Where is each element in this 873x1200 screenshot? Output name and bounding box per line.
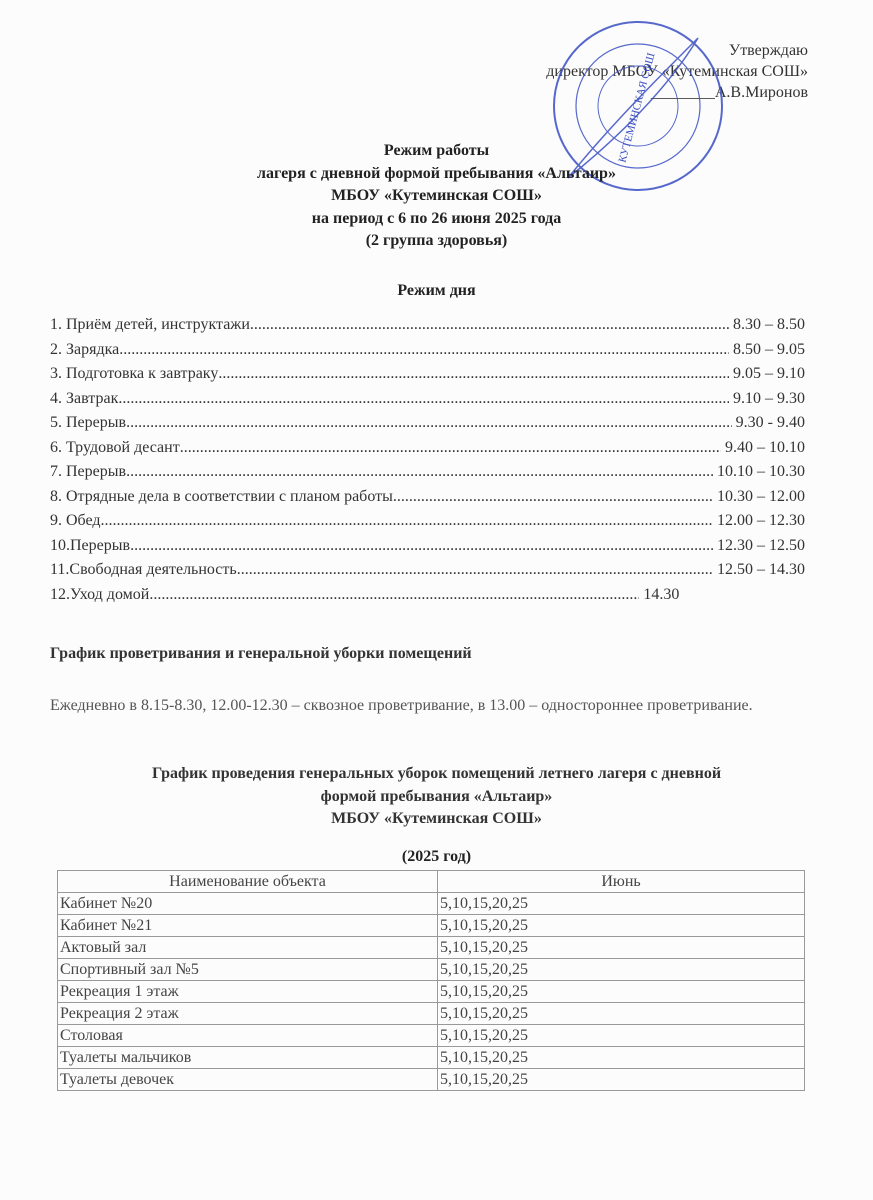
dot-leader: [118, 387, 729, 412]
object-name-cell: Кабинет №20: [58, 893, 438, 915]
cleaning-year: (2025 год): [401, 848, 472, 865]
dot-leader: [149, 583, 639, 608]
table-row: [58, 937, 805, 959]
dates-cell: 5,10,15,20,25: [438, 937, 805, 959]
object-name-cell: Туалеты девочек: [58, 1069, 438, 1091]
schedule-time: 12.50 – 14.30: [717, 561, 805, 578]
dot-leader: [218, 362, 729, 387]
schedule-time: 8.50 – 9.05: [733, 340, 805, 358]
schedule-label: 7. Перерыв: [50, 463, 127, 480]
schedule-time: 10.10 – 10.30: [717, 463, 805, 480]
document-title: [0, 140, 873, 253]
schedule-label: 12.Уход домой: [50, 585, 150, 603]
dot-leader: [126, 460, 713, 485]
schedule-time: 9.05 – 9.10: [733, 365, 805, 382]
approval-line: Утверждаю: [728, 42, 808, 59]
object-name-cell: Туалеты мальчиков: [58, 1047, 438, 1069]
schedule-time: 9.30 - 9.40: [735, 414, 805, 431]
dates-cell: 5,10,15,20,25: [438, 1047, 805, 1069]
dates-cell: 5,10,15,20,25: [438, 1003, 805, 1025]
dates-cell: 5,10,15,20,25: [438, 915, 805, 937]
schedule-time: 9.40 – 10.10: [725, 438, 805, 456]
schedule-item: [50, 509, 805, 534]
schedule-item: [50, 411, 805, 436]
title-line: (2 группа здоровья): [365, 232, 508, 249]
table-row: [58, 959, 805, 981]
schedule-time: 14.30: [643, 585, 680, 603]
schedule-item: [50, 485, 805, 510]
table-row: [58, 1069, 805, 1091]
object-name-cell: Спортивный зал №5: [58, 959, 438, 981]
schedule-time: 8.30 – 8.50: [733, 316, 805, 333]
dates-cell: 5,10,15,20,25: [438, 959, 805, 981]
table-row: [58, 1025, 805, 1047]
schedule-item: [50, 534, 805, 559]
dot-leader: [126, 411, 732, 436]
dot-leader: [393, 485, 713, 510]
cleaning-heading-line: График проведения генеральных уборок помещений летнего лагеря с дневной: [151, 765, 722, 782]
approval-line: ________А.В.Миронов: [650, 84, 808, 101]
schedule-time: 12.30 – 12.50: [717, 536, 805, 554]
dot-leader: [119, 338, 729, 363]
object-name-cell: Рекреация 2 этаж: [58, 1003, 438, 1025]
dates-cell: 5,10,15,20,25: [438, 893, 805, 915]
object-name-cell: Кабинет №21: [58, 915, 438, 937]
approval-line: директор МБОУ «Кутеминская СОШ»: [546, 63, 808, 80]
object-name-cell: Столовая: [58, 1025, 438, 1047]
dot-leader: [130, 534, 713, 559]
schedule-item: [50, 460, 805, 485]
table-row: [58, 1003, 805, 1025]
dot-leader: [101, 509, 713, 534]
schedule-label: 9. Обед: [50, 512, 101, 529]
column-header: Июнь: [438, 871, 805, 893]
table-row: [58, 915, 805, 937]
schedule-time: 9.10 – 9.30: [733, 389, 805, 407]
dot-leader: [250, 313, 729, 338]
schedule-label: 1. Приём детей, инструктажи: [50, 316, 250, 333]
schedule-item: [50, 362, 805, 387]
table-row: [58, 893, 805, 915]
table-row: [58, 1047, 805, 1069]
dot-leader: [180, 436, 721, 461]
cleaning-table: [57, 870, 805, 1091]
column-header: Наименование объекта: [58, 871, 438, 893]
schedule-item: [50, 436, 805, 461]
dot-leader: [237, 558, 713, 583]
schedule-label: 10.Перерыв: [50, 536, 131, 554]
object-name-cell: Актовый зал: [58, 937, 438, 959]
day-schedule-heading: Режим дня: [397, 282, 476, 299]
table-header-row: [58, 871, 805, 893]
schedule-label: 5. Перерыв: [50, 414, 127, 431]
object-name-cell: Рекреация 1 этаж: [58, 981, 438, 1003]
table-row: [58, 981, 805, 1003]
day-schedule-list: [50, 313, 805, 607]
title-line: лагеря с дневной формой пребывания «Альтаир»: [257, 164, 616, 182]
schedule-label: 6. Трудовой десант: [50, 438, 180, 456]
ventilation-heading: График проветривания и генеральной уборки помещений: [50, 645, 472, 662]
schedule-item: [50, 313, 805, 338]
dates-cell: 5,10,15,20,25: [438, 1025, 805, 1047]
schedule-item: [50, 558, 805, 583]
cleaning-heading-line: формой пребывания «Альтаир»: [320, 787, 553, 805]
ventilation-text: Ежедневно в 8.15-8.30, 12.00-12.30 – сквозное проветривание, в 13.00 – одностороннее проветривание.: [50, 697, 753, 714]
dates-cell: 5,10,15,20,25: [438, 1069, 805, 1091]
title-line: Режим работы: [383, 142, 490, 159]
schedule-time: 10.30 – 12.00: [717, 487, 805, 505]
cleaning-heading: [0, 763, 873, 831]
title-line: МБОУ «Кутеминская СОШ»: [331, 187, 542, 204]
schedule-item: [50, 338, 805, 363]
title-line: на период с 6 по 26 июня 2025 года: [311, 209, 562, 227]
schedule-label: 3. Подготовка к завтраку: [50, 365, 219, 382]
schedule-item: [50, 387, 805, 412]
schedule-label: 2. Зарядка: [50, 340, 120, 358]
cleaning-heading-line: МБОУ «Кутеминская СОШ»: [331, 810, 542, 827]
schedule-time: 12.00 – 12.30: [717, 512, 805, 529]
svg-text:КУТЕМИНСКАЯ СОШ: КУТЕМИНСКАЯ СОШ: [616, 51, 658, 164]
schedule-label: 11.Свободная деятельность: [50, 561, 237, 578]
schedule-item: [50, 583, 805, 608]
dates-cell: 5,10,15,20,25: [438, 981, 805, 1003]
schedule-label: 8. Отрядные дела в соответствии с планом работы: [50, 487, 393, 505]
schedule-label: 4. Завтрак: [50, 389, 119, 407]
